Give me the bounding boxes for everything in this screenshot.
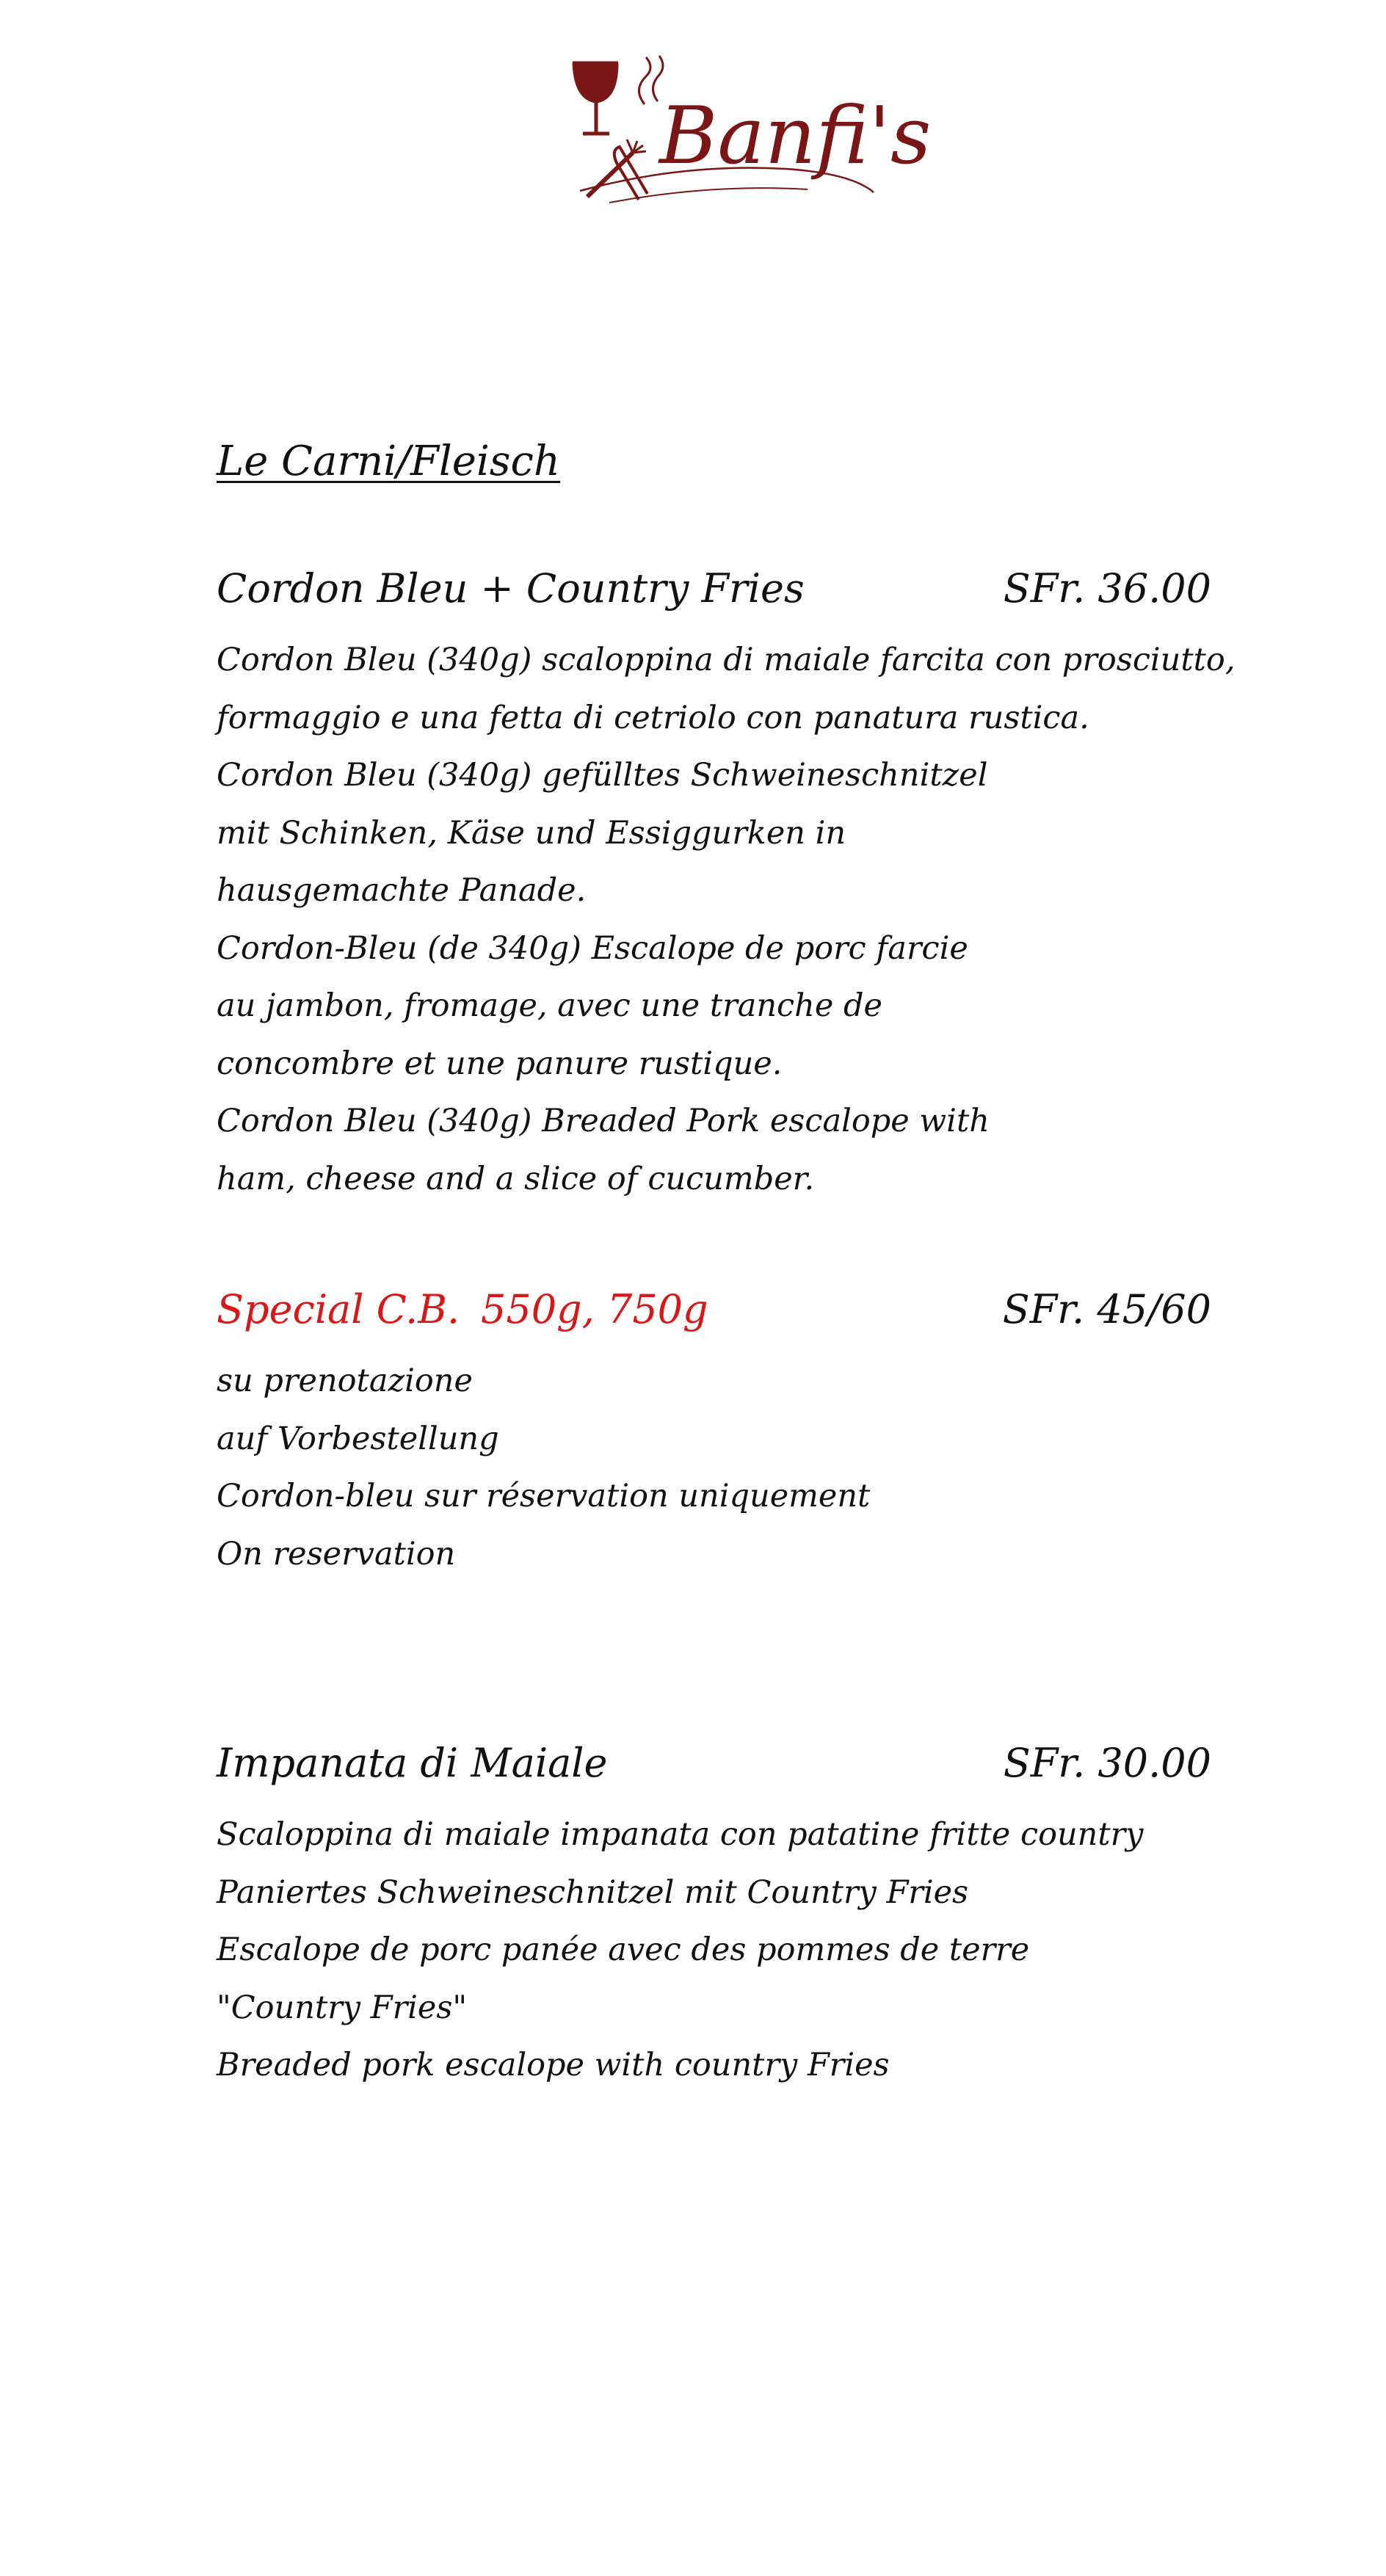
restaurant-logo [565, 53, 932, 214]
section-title: Le Carni/Fleisch [217, 438, 560, 485]
description-line: Cordon Bleu (340g) scaloppina di maiale farcita con prosciutto, [217, 642, 1236, 678]
menu-item-name: Cordon Bleu + Country Fries [217, 565, 805, 612]
description-line: formaggio e una fetta di cetriolo con panatura rustica. [217, 699, 1089, 736]
menu-item-header [217, 1286, 1215, 1352]
menu-item-weight: 550g, 750g [481, 1286, 708, 1332]
description-line: On reservation [217, 1535, 456, 1572]
description-line: auf Vorbestellung [217, 1420, 499, 1457]
menu-item-price: SFr. 36.00 [1003, 565, 1211, 612]
menu-item-impanata-di-maiale [217, 1740, 1215, 2094]
description-line: hausgemachte Panade. [217, 872, 587, 909]
menu-item-description [217, 1352, 1215, 1583]
menu-item-header [217, 1740, 1215, 1806]
menu-item-price: SFr. 45/60 [1002, 1286, 1211, 1332]
menu-item-header [217, 565, 1215, 631]
logo-text: Banfi's [659, 90, 932, 182]
description-line: Escalope de porc panée avec des pommes de terre [217, 1931, 1030, 1968]
menu-item-name: Special C.B. [217, 1286, 460, 1332]
description-line: Cordon Bleu (340g) Breaded Pork escalope with [217, 1103, 990, 1139]
description-line: su prenotazione [217, 1363, 473, 1399]
description-line: au jambon, fromage, avec une tranche de [217, 987, 882, 1024]
description-line: Cordon-Bleu (de 340g) Escalope de porc farcie [217, 929, 968, 967]
description-line: concombre et une panure rustique. [217, 1045, 783, 1082]
menu-item-description [217, 1806, 1215, 2094]
menu-item-special-cb [217, 1286, 1215, 1583]
menu-item-cordon-bleu [217, 565, 1236, 1208]
menu-item-price: SFr. 30.00 [1003, 1740, 1211, 1786]
menu-item-name: Impanata di Maiale [217, 1740, 608, 1786]
description-line: Breaded pork escalope with country Fries [217, 2047, 890, 2083]
description-line: ham, cheese and a slice of cucumber. [217, 1160, 815, 1197]
description-line: Paniertes Schweineschnitzel mit Country Fries [217, 1873, 969, 1911]
description-line: Cordon-bleu sur réservation uniquement [217, 1478, 871, 1514]
description-line: "Country Fries" [217, 1989, 468, 2026]
menu-item-description [217, 631, 1236, 1208]
description-line: mit Schinken, Käse und Essiggurken in [217, 814, 846, 852]
description-line: Cordon Bleu (340g) gefülltes Schweineschnitzel [217, 757, 988, 794]
description-line: Scaloppina di maiale impanata con patatine fritte country [217, 1816, 1144, 1853]
